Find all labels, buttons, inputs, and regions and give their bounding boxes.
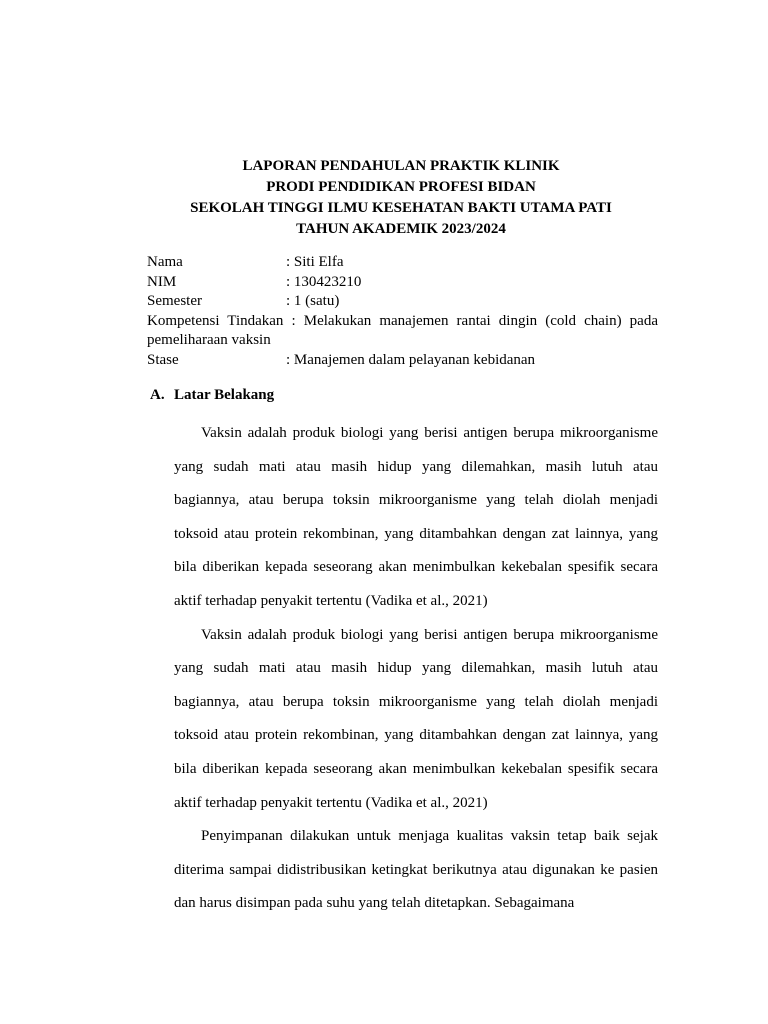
- info-row-nim: [147, 273, 658, 293]
- info-value: : Manajemen dalam pelayanan kebidanan: [286, 351, 536, 368]
- info-row-semester: [147, 292, 658, 312]
- section-letter: A.: [150, 387, 165, 403]
- info-label: Kompetensi Tindakan: [147, 312, 284, 329]
- section-title: Latar Belakang: [174, 387, 275, 403]
- info-row-kompetensi: [147, 312, 658, 351]
- info-value: : Siti Elfa: [286, 254, 344, 270]
- document-title: [0, 156, 768, 240]
- title-line: SEKOLAH TINGGI ILMU KESEHATAN BAKTI UTAMA PATI: [190, 200, 612, 216]
- info-row-stase: [147, 351, 658, 371]
- student-info: [147, 253, 658, 370]
- paragraph: Vaksin adalah produk biologi yang berisi antigen berupa mikroorganisme yang sudah mati atau masih hidup yang dilemahkan, masih lutuh atau bagiannya, atau berupa toksin mikroorganisme yang telah diolah menjadi toksoid atau protein rekombinan, yang ditambahkan dengan zat lainnya, yang bila diberikan kepada seseorang akan menimbulkan kekebalan spesifik secara aktif terhadap penyakit tertentu (Vadika et al., 2021): [174, 626, 658, 811]
- info-label: NIM: [147, 273, 177, 290]
- info-value: : Melakukan manajemen rantai dingin (cold chain) pada pemeliharaan vaksin: [147, 312, 658, 348]
- title-line: PRODI PENDIDIKAN PROFESI BIDAN: [266, 179, 536, 195]
- info-label: Nama: [147, 254, 183, 270]
- info-value: : 1 (satu): [286, 293, 340, 309]
- body-text: [174, 417, 658, 921]
- info-label: Stase: [147, 351, 179, 368]
- paragraph: Penyimpanan dilakukan untuk menjaga kualitas vaksin tetap baik sejak diterima sampai didistribusikan ketingkat berikutnya atau digunakan ke pasien dan harus disimpan pada suhu yang telah ditetapkan. Sebagaimana: [174, 828, 658, 912]
- title-line: TAHUN AKADEMIK 2023/2024: [296, 221, 506, 237]
- info-value: : 130423210: [286, 273, 362, 290]
- info-row-nama: [147, 253, 658, 273]
- info-label: Semester: [147, 293, 202, 309]
- paragraph: Vaksin adalah produk biologi yang berisi antigen berupa mikroorganisme yang sudah mati atau masih hidup yang dilemahkan, masih lutuh atau bagiannya, atau berupa toksin mikroorganisme yang telah diolah menjadi toksoid atau protein rekombinan, yang ditambahkan dengan zat lainnya, yang bila diberikan kepada seseorang akan menimbulkan kekebalan spesifik secara aktif terhadap penyakit tertentu (Vadika et al., 2021): [174, 425, 658, 609]
- title-line: LAPORAN PENDAHULAN PRAKTIK KLINIK: [242, 158, 560, 174]
- section-heading: [150, 385, 274, 405]
